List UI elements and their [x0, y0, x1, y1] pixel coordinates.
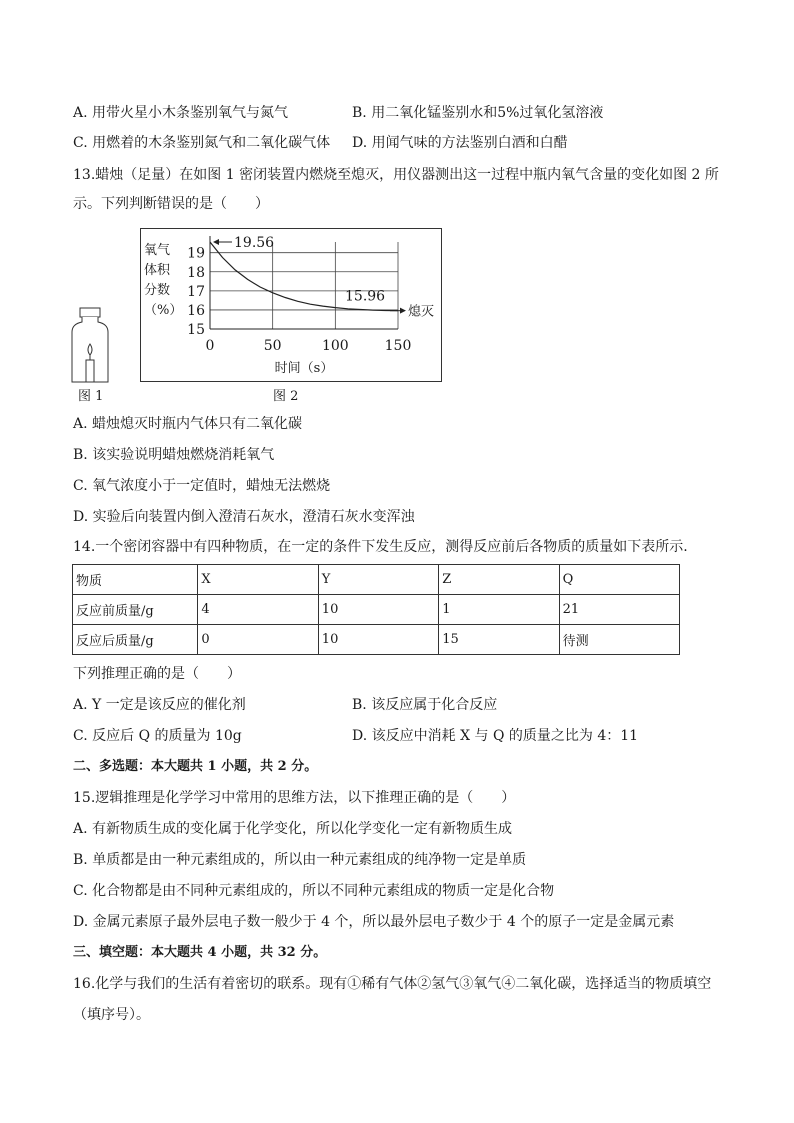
q13-option-d: D. 实验后向装置内倒入澄清石灰水，澄清石灰水变浑浊	[73, 509, 415, 525]
y-axis-label: 氧气	[144, 243, 171, 258]
table-cell: 15	[439, 625, 559, 655]
q15-option-b: B. 单质都是由一种元素组成的，所以由一种元素组成的纯净物一定是单质	[73, 852, 527, 868]
q14-option-c: C. 反应后 Q 的质量为 10g	[73, 728, 242, 744]
table-cell: 0	[198, 625, 318, 655]
q12-option-d: D. 用闻气味的方法鉴别白酒和白醋	[352, 135, 568, 151]
q12-option-c: C. 用燃着的木条鉴别氮气和二氧化碳气体	[73, 135, 331, 151]
q15-option-a: A. 有新物质生成的变化属于化学变化，所以化学变化一定有新物质生成	[73, 821, 513, 837]
y-tick-label: 17	[187, 283, 205, 300]
start-value-label: 19.56	[234, 235, 275, 251]
table-header-cell: Z	[439, 565, 559, 595]
table-cell: 10	[318, 595, 438, 625]
end-note-label: 熄灭	[408, 304, 435, 320]
table-header-cell: Q	[559, 565, 679, 595]
q14-stem: 14.一个密闭容器中有四种物质，在一定的条件下发生反应，测得反应前后各物质的质量如下表所示.	[73, 539, 688, 555]
table-header-row	[73, 565, 680, 595]
x-tick-label: 150	[384, 338, 412, 354]
y-tick-label: 16	[187, 302, 205, 319]
q13-option-a: A. 蜡烛熄灭时瓶内气体只有二氧化碳	[73, 416, 303, 432]
q14-prompt: 下列推理正确的是（ ）	[73, 666, 241, 682]
table-header-cell: X	[198, 565, 318, 595]
section-2-title: 二、多选题：本大题共 1 小题，共 2 分。	[73, 759, 318, 774]
q13-stem: 13.蜡烛（足量）在如图 1 密闭装置内燃烧至熄灭，用仪器测出这一过程中瓶内氧气含量的变化如图 2 所示。下列判断错误的是（ ）	[73, 167, 719, 212]
y-tick-label: 15	[187, 322, 205, 338]
table-cell: 1	[439, 595, 559, 625]
q13-option-c: C. 氧气浓度小于一定值时，蜡烛无法燃烧	[73, 478, 331, 494]
q13-option-b: B. 该实验说明蜡烛燃烧消耗氧气	[73, 447, 275, 463]
table-cell: 21	[559, 595, 679, 625]
q15-stem: 15.逻辑推理是化学学习中常用的思维方法，以下推理正确的是（ ）	[73, 790, 516, 806]
oxygen-chart	[140, 228, 442, 382]
q16-stem-line1: 16.化学与我们的生活有着密切的联系。现有①稀有气体②氢气③氧气④二氧化碳，选择适当的物质填空	[73, 976, 712, 992]
y-tick-label: 19	[187, 245, 205, 262]
table-cell: 待测	[559, 625, 679, 655]
q15-option-d: D. 金属元素原子最外层电子数一般少于 4 个，所以最外层电子数少于 4 个的原子一定是金属元素	[73, 914, 675, 930]
q14-option-b: B. 该反应属于化合反应	[352, 697, 498, 713]
end-value-label: 15.96	[345, 288, 386, 305]
table-row	[73, 595, 680, 625]
table-cell: 反应后质量/g	[73, 625, 198, 655]
q14-option-a: A. Y 一定是该反应的催化剂	[73, 697, 246, 713]
mass-table	[72, 564, 680, 655]
table-header-cell: 物质	[73, 565, 198, 595]
y-axis-label: 分数	[144, 283, 171, 298]
end-arrowhead	[400, 308, 406, 314]
y-axis-label: （%）	[144, 303, 183, 318]
y-axis-label: 体积	[144, 263, 171, 278]
figure-2-label: 图 2	[273, 389, 299, 404]
q12-option-b: B. 用二氧化锰鉴别水和5%过氧化氢溶液	[352, 105, 604, 121]
section-3-title: 三、填空题：本大题共 4 小题，共 32 分。	[73, 945, 327, 960]
q15-option-c: C. 化合物都是由不同种元素组成的，所以不同种元素组成的物质一定是化合物	[73, 883, 555, 899]
table-cell: 10	[318, 625, 438, 655]
table-cell: 4	[198, 595, 318, 625]
y-tick-label: 18	[187, 264, 205, 281]
table-row	[73, 625, 680, 655]
q12-option-a: A. 用带火星小木条鉴别氧气与氮气	[73, 105, 289, 121]
candle-bottle-figure	[68, 306, 114, 386]
table-header-cell: Y	[318, 565, 438, 595]
start-arrowhead	[213, 239, 219, 245]
figure-1-label: 图 1	[78, 389, 104, 404]
q14-option-d: D. 该反应中消耗 X 与 Q 的质量之比为 4：11	[352, 728, 639, 744]
x-tick-label: 0	[205, 338, 215, 354]
table-cell: 反应前质量/g	[73, 595, 198, 625]
q16-stem-line2: （填序号）。	[73, 1007, 150, 1023]
x-axis-label: 时间（s）	[274, 361, 334, 376]
x-tick-label: 100	[321, 338, 349, 354]
x-tick-label: 50	[263, 338, 282, 354]
